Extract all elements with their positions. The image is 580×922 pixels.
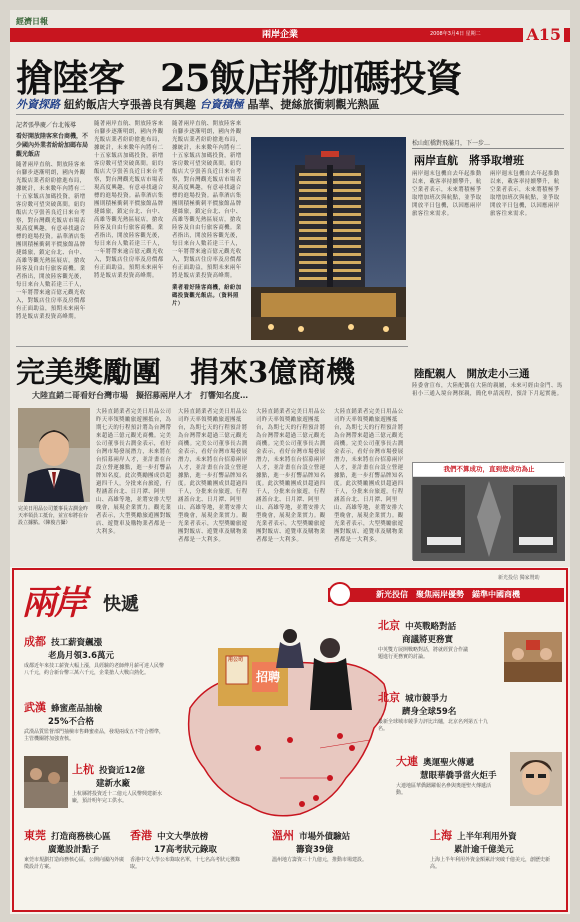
news-item — [378, 614, 472, 661]
portrait-caption: 完美日用品公司董事長古潤金昨天率領員工抵台，並宣布將在台設立據點。（陳俊吉攝） — [18, 506, 89, 526]
masthead: 經濟日報 — [16, 17, 48, 26]
news-city: 武漢 — [24, 701, 46, 714]
news-headline-2: 慧眼華僑爭當火炬手 — [420, 771, 497, 781]
china-map — [170, 628, 400, 828]
news-headline-1: 打造商務核心區 — [51, 832, 111, 842]
sponsor-logo-icon — [328, 582, 352, 606]
sidebar1-kicker: 松山虹橋對飛滿月，下一步… — [412, 138, 564, 149]
divider — [16, 114, 564, 115]
news-item — [430, 824, 558, 871]
news-city: 上杭 — [72, 763, 94, 776]
newspaper-page — [10, 10, 570, 914]
news-photo-image — [24, 756, 68, 808]
news-city: 香港 — [130, 829, 152, 842]
news-headline-2: 廣邀設計點子 — [48, 845, 100, 855]
news-item — [72, 758, 166, 805]
article1-body-cont-2: 隨著兩岸直航、開放陸客來台腳步逐漸明朗，國內外觀光飯店業者紛紛搶進布局，據統計，未來數年內將有二十五家飯店加碼投資，新增客房數可望突破萬間。紐約飯店大亨張善良近日來台考察，對台灣觀光飯店市場表現高度興趣，有意尋找適合標的進場投資。晶華酒店集團則積極衝刺平價旅館品牌捷絲旅，鎖定台北、台中、高雄等觀光熱區展店，搶攻陸客及自由行旅客商機。業者指出，開放陸客觀光後，每日來台人數若達三千人，一年將帶來逾百億元觀光收入，對飯店住房率及房價都有正面助益，預期未來兩年將是飯店業投資高峰期。 — [172, 121, 242, 279]
news-city: 北京 — [378, 619, 400, 632]
sponsor-note: 新光投信 獨家贊助 — [498, 575, 540, 581]
news-photo-image — [510, 752, 562, 806]
news-photo — [504, 632, 562, 682]
advertisement-title: 我們不算成功，直到您成功為止 — [413, 463, 565, 476]
news-headline-1: 城市競爭力 — [405, 694, 448, 704]
news-city: 大連 — [396, 755, 418, 768]
article1-byline: 記者張學慶／台北報導 — [16, 122, 77, 129]
sidebar1-headline: 兩岸直航 將爭取增班 — [414, 154, 524, 167]
sponsor-bar: 新光投信 聚焦兩岸優勢 錨準中國商機 — [328, 588, 564, 602]
news-headline-1: 奧運聖火傳遞 — [423, 758, 475, 768]
article2-column-4 — [334, 408, 408, 560]
news-text: 上杭縣將投資近十二億元人民幣興建新水廠，預計明年完工供水。 — [72, 791, 163, 804]
page-number: A15 — [523, 25, 564, 44]
article1-photo-caption: 業者看好陸客商機，紛紛加碼投資觀光飯店。（資料照片） — [172, 285, 242, 307]
news-item — [24, 696, 164, 743]
divider — [16, 346, 408, 347]
article1-column-1 — [16, 120, 88, 344]
news-text: 武漢品質監督部門抽檢市售蜂蜜產品，發現兩成五不符合標準，主管機關將加強查核。 — [24, 729, 165, 742]
news-photo — [24, 756, 68, 808]
advertisement-box — [412, 462, 564, 560]
news-headline-1: 技工薪資飆漲 — [51, 638, 103, 648]
news-city: 成都 — [24, 635, 46, 648]
news-photo-image — [504, 632, 562, 682]
sidebar1-column-2 — [490, 170, 564, 342]
news-city: 溫州 — [272, 829, 294, 842]
subhead-label-foreign: 外資探路 — [16, 98, 60, 111]
news-text: 大連地區華僑踴躍報名參與奧運聖火傳遞活動。 — [396, 783, 492, 796]
news-headline-1: 投資近12億 — [99, 766, 145, 776]
news-item — [272, 824, 382, 864]
recruit-sign: 招聘 — [256, 670, 281, 684]
news-item — [24, 824, 124, 871]
news-text: 東莞市規劃打造商務核心區，公開向國內外廣徵設計方案。 — [24, 857, 125, 870]
article1-body-cont: 隨著兩岸直航、開放陸客來台腳步逐漸明朗，國內外觀光飯店業者紛紛搶進布局，據統計，未來數年內將有二十五家飯店加碼投資，新增客房數可望突破萬間。紐約飯店大亨張善良近日來台考察，對台灣觀光飯店市場表現高度興趣，有意尋找適合標的進場投資。晶華酒店集團則積極衝刺平價旅館品牌捷絲旅，鎖定台北、台中、高雄等觀光熱區展店，搶攻陸客及自由行旅客商機。業者指出，開放陸客觀光後，每日來台人數若達三千人，一年將帶來逾百億元觀光收入，對飯店住房率及房價都有正面助益，預期未來兩年將是飯店業投資高峰期。 — [94, 121, 164, 279]
sidebar1-column-1 — [412, 170, 486, 342]
article1-body: 隨著兩岸直航、開放陸客來台腳步逐漸明朗，國內外觀光飯店業者紛紛搶進布局，據統計，未來數年內將有二十五家飯店加碼投資，新增客房數可望突破萬間。紐約飯店大亨張善良近日來台考察，對台灣觀光飯店市場表現高度興趣，有意尋找適合標的進場投資。晶華酒店集團則積極衝刺平價旅館品牌捷絲旅，鎖定台北、台中、高雄等觀光熱區展店，搶攻陸客及自由行旅客商機。業者指出，開放陸客觀光後，每日來台人數若達三千人，一年將帶來逾百億元觀光收入，對飯店住房率及房價都有正面助益，預期未來兩年將是飯店業投資高峰期。 — [16, 162, 86, 320]
subhead-text-taiwan: 晶華、捷絲旅衝刺觀光熱區 — [247, 98, 380, 111]
article1-column-3 — [172, 120, 246, 344]
map-image — [170, 628, 400, 828]
news-text: 中英雙方展開戰略對話，將就經貿合作議題進行更務實的討論。 — [378, 647, 469, 660]
sidebar1-body: 兩岸週末包機自去年起推動以來，載客率持續攀升，航空業者表示，未來將積極爭取增加班次與航點，並爭取開放平日包機，以因應兩岸旅客往來需求。 — [412, 171, 482, 217]
article2-column-2 — [178, 408, 252, 560]
news-item — [24, 630, 164, 677]
date-line: 2008年3月4日 星期二 — [430, 31, 481, 37]
executive-portrait — [18, 408, 90, 502]
main-headline: 搶陸客 25飯店將加碼投資 — [16, 56, 462, 100]
lower-title: 快遞 — [103, 594, 139, 615]
news-text: 上海上半年利用外資金額累計突破千億美元，創歷史新高。 — [430, 857, 551, 870]
news-headline-2: 建新水廠 — [96, 779, 131, 789]
news-headline-2: 累計逾千億美元 — [454, 845, 514, 855]
news-item — [378, 686, 488, 733]
hotel-image — [251, 137, 406, 340]
news-city: 東莞 — [24, 829, 46, 842]
article2-column-3 — [256, 408, 330, 560]
article2-headline: 完美獎勵團 捐來3億商機 — [16, 355, 356, 389]
news-headline-2: 25%不合格 — [48, 717, 94, 727]
recruit-label-small: 用公司 — [228, 657, 244, 663]
article2-column-1 — [96, 408, 174, 560]
news-headline-2: 商議將更務實 — [402, 635, 454, 645]
lower-title-art: 兩岸 — [22, 583, 86, 623]
news-headline-1: 中英戰略對話 — [405, 622, 457, 632]
news-text: 溫州地方籌資三十九億元，推動市場建設。 — [272, 857, 368, 863]
news-item — [130, 824, 240, 871]
article2-body-cont-2: 大陸直銷業者完美日用品公司昨天率領獎勵旅遊團抵台，為期七天的行程預計將為台灣帶來超過三億元觀光商機。完美公司董事長古潤金表示，看好台灣市場發展潛力，未來將在台招募兩岸人才，並計畫在台設立營運據點，進一步打響品牌知名度。此次獎勵團成員超過四千人，分批來台旅遊，行程涵蓋台北、日月潭、阿里山、高雄等地，並將安排大型晚會，展現企業實力。觀光業者表示，大型獎勵旅遊團對飯店、遊覽車及購物業者都是一大利多。 — [256, 409, 326, 543]
news-headline-2: 老鳥月領3.6萬元 — [48, 651, 115, 661]
news-headline-1: 市場外債驗站 — [299, 832, 351, 842]
sidebar2-body-box — [412, 382, 564, 458]
article1-column-2 — [94, 120, 166, 344]
news-headline-1: 上半年利用外資 — [457, 832, 517, 842]
news-headline-2: 躋身全球59名 — [402, 707, 457, 717]
hotel-photo — [251, 137, 406, 340]
news-city: 上海 — [430, 829, 452, 842]
advertisement-image — [413, 477, 565, 561]
sidebar2-body: 陸委會宣布，大陸配偶在大陸的親屬，未來可經由金門、馬祖小三通入境台灣探親，簡化申請流程，預計下月起實施。 — [412, 383, 563, 397]
article2-body-cont: 大陸直銷業者完美日用品公司昨天率領獎勵旅遊團抵台，為期七天的行程預計將為台灣帶來超過三億元觀光商機。完美公司董事長古潤金表示，看好台灣市場發展潛力，未來將在台招募兩岸人才，並計畫在台設立營運據點，進一步打響品牌知名度。此次獎勵團成員超過四千人，分批來台旅遊，行程涵蓋台北、日月潭、阿里山、高雄等地，並將安排大型晚會，展現企業實力。觀光業者表示，大型獎勵旅遊團對飯店、遊覽車及購物業者都是一大利多。 — [178, 409, 248, 543]
news-headline-2: 籌資39億 — [296, 845, 334, 855]
subhead-text-foreign: 紐約飯店大亨張善良有興趣 — [63, 98, 196, 111]
news-text: 香港中文大學公布錄取名單，十七名高考狀元獲錄取。 — [130, 857, 241, 870]
portrait-image — [18, 408, 90, 502]
news-text: 最新全球城市競爭力評比出爐，北京名列第五十九名。 — [378, 719, 489, 732]
page-header — [10, 14, 570, 44]
article2-body-cont-3: 大陸直銷業者完美日用品公司昨天率領獎勵旅遊團抵台，為期七天的行程預計將為台灣帶來超過三億元觀光商機。完美公司董事長古潤金表示，看好台灣市場發展潛力，未來將在台招募兩岸人才，並計畫在台設立營運據點，進一步打響品牌知名度。此次獎勵團成員超過四千人，分批來台旅遊，行程涵蓋台北、日月潭、阿里山、高雄等地，並將安排大型晚會，展現企業實力。觀光業者表示，大型獎勵旅遊團對飯店、遊覽車及購物業者都是一大利多。 — [334, 409, 404, 543]
news-text: 成都近年來技工薪資大幅上漲，具經驗的老師傅月薪可達人民幣八千元，約合新台幣三萬六千元，企業搶人大戰白熱化。 — [24, 663, 165, 676]
sidebar1-body-cont: 兩岸週末包機自去年起推動以來，載客率持續攀升，航空業者表示，未來將積極爭取增加班次與航點，並爭取開放平日包機，以因應兩岸旅客往來需求。 — [490, 171, 560, 217]
article1-lede: 看好開放陸客來台商機，不少國內外業者紛紛加碼布局觀光飯店 — [16, 133, 88, 158]
news-item — [396, 750, 500, 797]
sidebar2-headline: 陸配親人 開放走小三通 — [414, 368, 530, 380]
news-headline-1: 蜂蜜產品抽檢 — [51, 704, 103, 714]
news-headline-1: 中文大學放榜 — [157, 832, 209, 842]
subhead-label-taiwan: 台資積極 — [199, 98, 244, 111]
news-headline-2: 17高考狀元錄取 — [154, 845, 217, 855]
news-photo — [510, 752, 562, 806]
section-name: 兩岸企業 — [262, 30, 299, 40]
main-subheadline — [16, 96, 380, 112]
article2-body: 大陸直銷業者完美日用品公司昨天率領獎勵旅遊團抵台，為期七天的行程預計將為台灣帶來超過三億元觀光商機。完美公司董事長古潤金表示，看好台灣市場發展潛力，未來將在台招募兩岸人才，並計畫在台設立營運據點，進一步打響品牌知名度。此次獎勵團成員超過四千人，分批來台旅遊，行程涵蓋台北、日月潭、阿里山、高雄等地，並將安排大型晚會，展現企業實力。觀光業者表示，大型獎勵旅遊團對飯店、遊覽車及購物業者都是一大利多。 — [96, 409, 172, 535]
article2-subheadline: 大陸直銷二哥看好台灣市場 擬招募兩岸人才 打響知名度… — [32, 391, 248, 400]
news-city: 北京 — [378, 691, 400, 704]
